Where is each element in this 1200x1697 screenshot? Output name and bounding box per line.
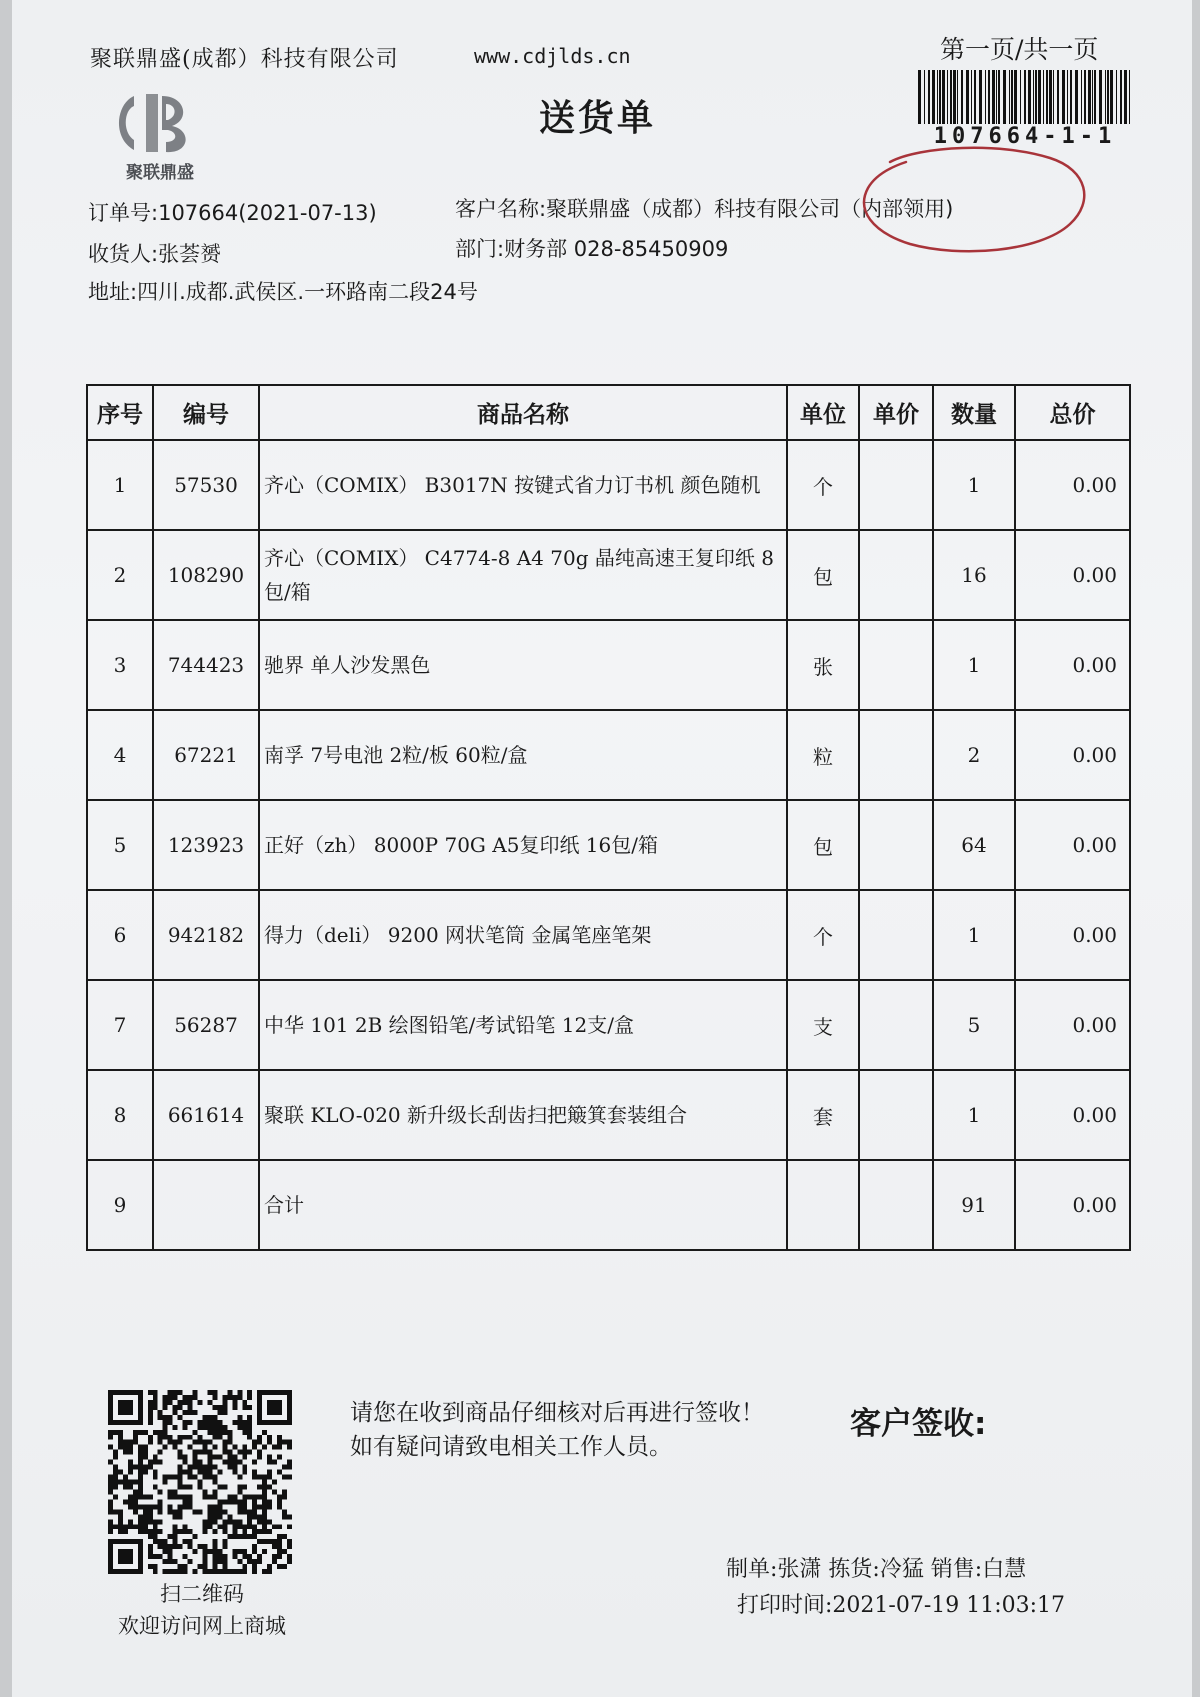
cell-total: 0.00 [1015,530,1130,620]
cell-unit: 包 [787,530,859,620]
staff-line: 制单:张潇 拣货:冷猛 销售:白慧 [726,1557,1027,1582]
cell-seq: 2 [87,530,153,620]
cell-seq: 4 [87,710,153,800]
cell-quantity: 64 [933,800,1015,890]
address-label: 地址: [88,280,138,304]
table-row [87,980,1130,1070]
cell-total: 0.00 [1015,1070,1130,1160]
cell-quantity: 16 [933,530,1015,620]
cell-code: 108290 [153,530,259,620]
table-row [87,440,1130,530]
receiver-label: 收货人: [88,242,159,266]
red-pen-circle-mark [850,140,1100,260]
cell-product-name: 得力（deli） 9200 网状笔筒 金属笔座笔架 [259,890,787,980]
cell-quantity: 1 [933,890,1015,980]
cell-unit: 粒 [787,710,859,800]
cell-total: 0.00 [1015,440,1130,530]
header-code: 编号 [153,385,259,440]
cell-unit: 个 [787,440,859,530]
cell-product-name: 合计 [259,1160,787,1250]
department [455,233,728,263]
cell-unit-price [859,530,933,620]
cell-unit [787,1160,859,1250]
items-table [86,384,1131,1251]
cell-seq: 1 [87,440,153,530]
cell-unit-price [859,1070,933,1160]
table-row [87,1070,1130,1160]
department-label: 部门: [455,237,505,261]
header-quantity: 数量 [933,385,1015,440]
company-logo [110,88,210,184]
document-title: 送货单 [539,98,657,139]
table-row [87,1160,1130,1250]
cell-product-name: 驰界 单人沙发黑色 [259,620,787,710]
company-name: 聚联鼎盛(成都）科技有限公司 [90,47,399,72]
header-total: 总价 [1015,385,1130,440]
table-row [87,800,1130,890]
cell-product-name: 聚联 KLO-020 新升级长刮齿扫把簸箕套装组合 [259,1070,787,1160]
cell-code [153,1160,259,1250]
cell-total: 0.00 [1015,800,1130,890]
cell-seq: 7 [87,980,153,1070]
header-seq: 序号 [87,385,153,440]
header-unit-price: 单价 [859,385,933,440]
company-website: www.cdjlds.cn [474,44,631,68]
print-time: 打印时间:2021-07-19 11:03:17 [737,1593,1066,1618]
cell-seq: 6 [87,890,153,980]
cell-unit: 包 [787,800,859,890]
cell-unit: 套 [787,1070,859,1160]
cell-unit-price [859,620,933,710]
delivery-note-paper [12,0,1192,1697]
cell-total: 0.00 [1015,710,1130,800]
table-header-row [87,385,1130,440]
cell-quantity: 91 [933,1160,1015,1250]
qr-caption-mall: 欢迎访问网上商城 [118,1614,286,1638]
table-row [87,530,1130,620]
cell-code: 123923 [153,800,259,890]
cell-unit-price [859,800,933,890]
cell-seq: 8 [87,1070,153,1160]
cell-unit: 个 [787,890,859,980]
cell-total: 0.00 [1015,980,1130,1070]
cell-seq: 9 [87,1160,153,1250]
barcode [918,70,1132,124]
receiver [88,238,221,268]
cell-quantity: 1 [933,620,1015,710]
cell-product-name: 正好（zh） 8000P 70G A5复印纸 16包/箱 [259,800,787,890]
cell-quantity: 2 [933,710,1015,800]
delivery-notice: 请您在收到商品仔细核对后再进行签收！如有疑问请致电相关工作人员。 [350,1400,764,1460]
cell-unit: 张 [787,620,859,710]
header-product-name: 商品名称 [259,385,787,440]
cell-total: 0.00 [1015,620,1130,710]
cell-product-name: 齐心（COMIX） C4774-8 A4 70g 晶纯高速王复印纸 8包/箱 [259,530,787,620]
address [88,276,478,306]
cell-unit-price [859,1160,933,1250]
cell-code: 661614 [153,1070,259,1160]
cell-unit-price [859,710,933,800]
barcode-number: 107664-1-1 [933,124,1117,149]
cell-unit-price [859,890,933,980]
table-row [87,890,1130,980]
header-unit: 单位 [787,385,859,440]
order-number [88,197,377,227]
cell-unit-price [859,980,933,1070]
page-info: 第一页/共一页 [940,35,1099,64]
order-number-value: 107664(2021-07-13) [158,201,377,225]
customer-signature-label: 客户签收: [850,1406,987,1442]
cell-product-name: 中华 101 2B 绘图铅笔/考试铅笔 12支/盒 [259,980,787,1070]
department-value: 财务部 028-85450909 [504,237,729,261]
cell-product-name: 齐心（COMIX） B3017N 按键式省力订书机 颜色随机 [259,440,787,530]
cell-seq: 3 [87,620,153,710]
cell-code: 744423 [153,620,259,710]
cell-total: 0.00 [1015,890,1130,980]
table-row [87,620,1130,710]
order-number-label: 订单号: [88,201,159,225]
cell-quantity: 1 [933,440,1015,530]
qr-code [108,1390,292,1574]
cell-quantity: 1 [933,1070,1015,1160]
cell-code: 67221 [153,710,259,800]
address-value: 四川.成都.武侯区.一环路南二段24号 [137,280,478,304]
customer-name-value: 聚联鼎盛（成都）科技有限公司（内部领用) [546,197,954,221]
customer-name-label: 客户名称: [455,197,547,221]
table-row [87,710,1130,800]
cell-unit: 支 [787,980,859,1070]
cell-seq: 5 [87,800,153,890]
cell-quantity: 5 [933,980,1015,1070]
cell-code: 942182 [153,890,259,980]
cell-product-name: 南孚 7号电池 2粒/板 60粒/盒 [259,710,787,800]
cell-code: 57530 [153,440,259,530]
cell-unit-price [859,440,933,530]
receiver-value: 张荟赟 [158,242,222,266]
cell-total: 0.00 [1015,1160,1130,1250]
cell-code: 56287 [153,980,259,1070]
qr-caption: 扫二维码 [160,1582,244,1606]
logo-text: 聚联鼎盛 [126,163,194,183]
